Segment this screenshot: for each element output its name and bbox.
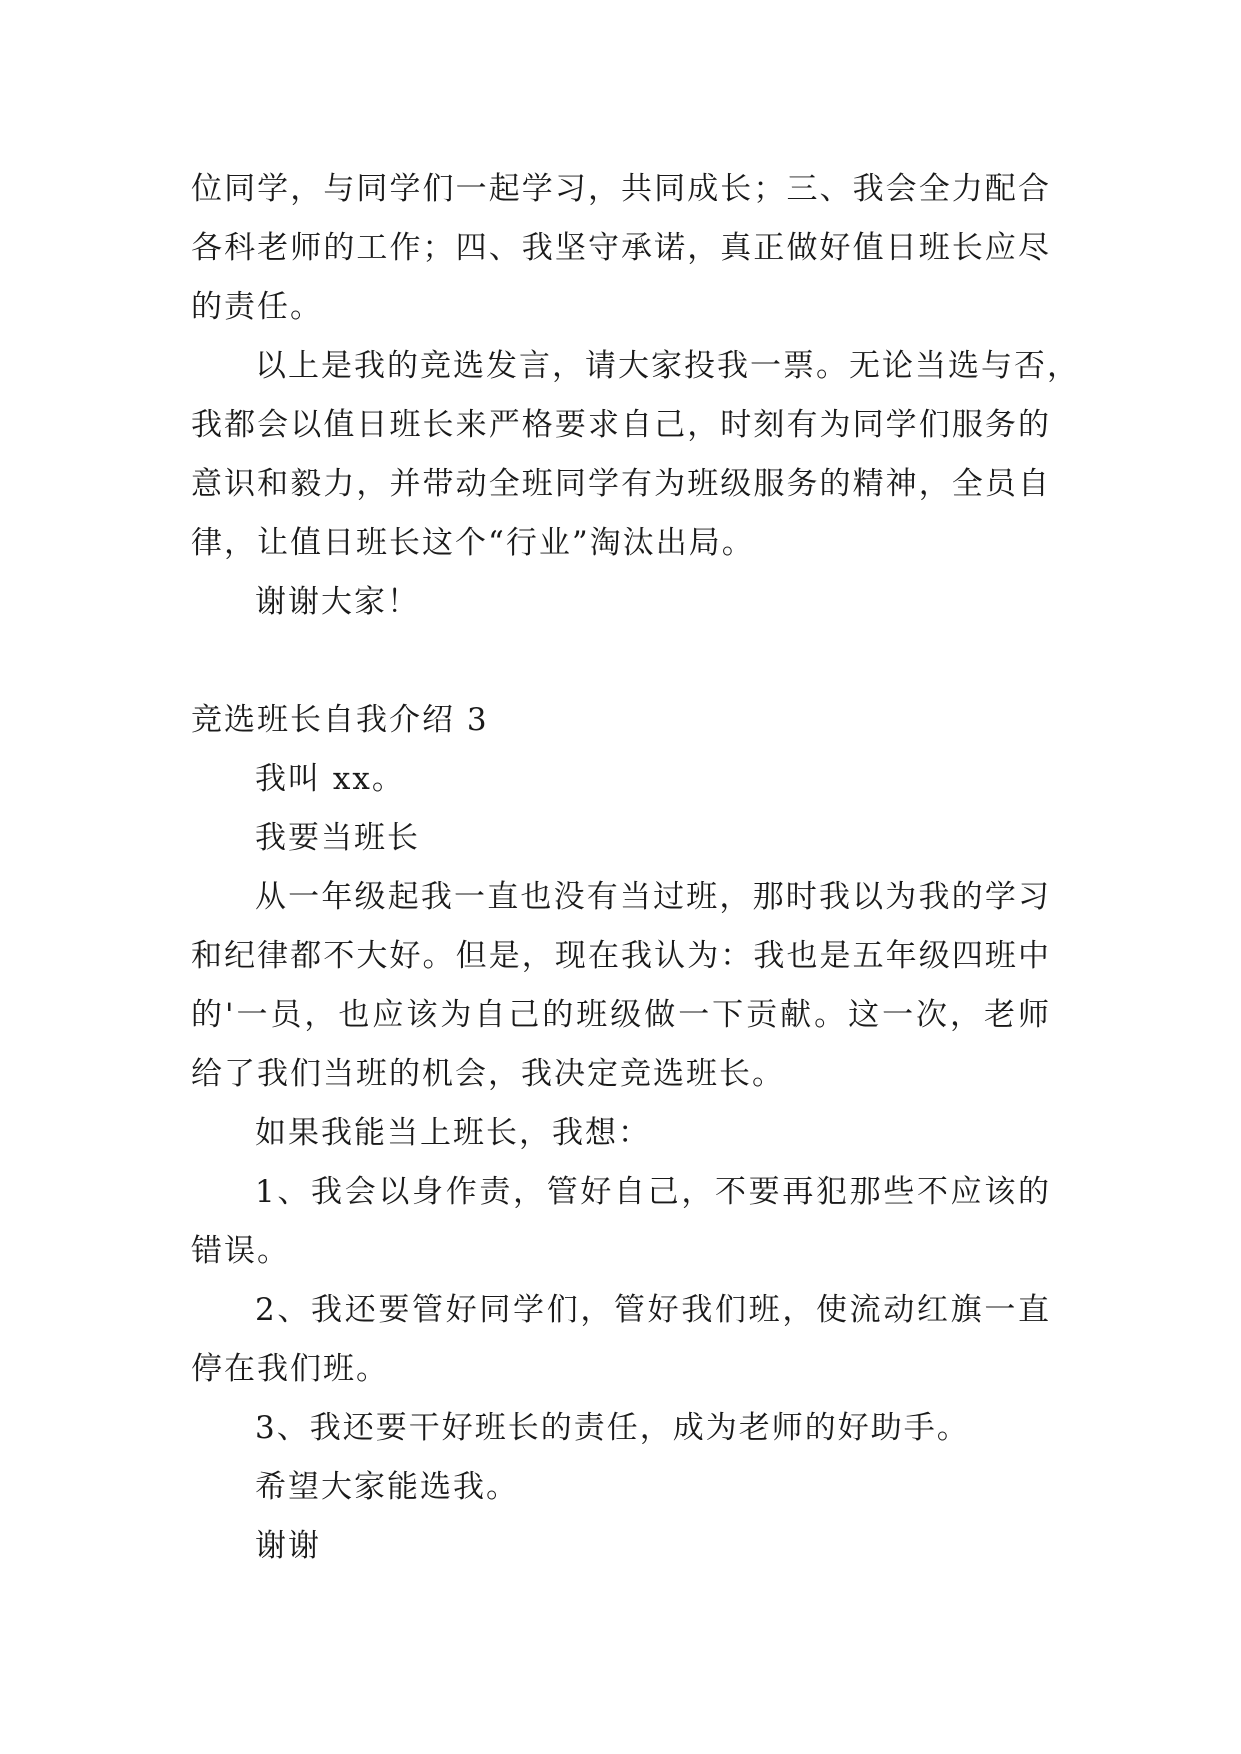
text-line: 我要当班长 — [255, 820, 420, 856]
text-line: 的'一员，也应该为自己的班级做一下贡献。这一次，老师 — [191, 997, 1051, 1033]
paragraph — [191, 750, 1051, 809]
paragraph — [191, 868, 1051, 1104]
document-body — [191, 160, 1080, 1576]
text-line: 位同学，与同学们一起学习，共同成长；三、我会全力配合 — [191, 171, 1051, 207]
paragraph — [191, 160, 1051, 337]
text-line: 和纪律都不大好。但是，现在我认为：我也是五年级四班中 — [191, 938, 1051, 974]
text-line: 1、我会以身作责，管好自己，不要再犯那些不应该的 — [255, 1174, 1051, 1210]
paragraph — [191, 1281, 1051, 1399]
paragraph — [191, 809, 1051, 868]
paragraph — [191, 1458, 1051, 1517]
text-line: 的责任。 — [191, 289, 323, 325]
blank-line — [191, 632, 1051, 691]
text-line: 谢谢 — [255, 1528, 321, 1564]
text-line: 从一年级起我一直也没有当过班，那时我以为我的学习 — [255, 879, 1051, 915]
text-line: 3、我还要干好班长的责任，成为老师的好助手。 — [255, 1410, 970, 1446]
text-line: 意识和毅力，并带动全班同学有为班级服务的精神，全员自 — [191, 466, 1051, 502]
text-line: 我都会以值日班长来严格要求自己，时刻有为同学们服务的 — [191, 407, 1051, 443]
text-line: 以上是我的竞选发言，请大家投我一票。无论当选与否， — [255, 348, 1080, 384]
text-line: 希望大家能选我。 — [255, 1469, 519, 1505]
text-line: 谢谢大家！ — [255, 584, 420, 620]
paragraph — [191, 1517, 1051, 1576]
paragraph — [191, 573, 1051, 632]
paragraph — [191, 1104, 1051, 1163]
text-line: 律，让值日班长这个“行业”淘汰出局。 — [191, 525, 755, 561]
paragraph — [191, 337, 1080, 573]
text-line: 如果我能当上班长，我想： — [255, 1115, 651, 1151]
section-title: 竞选班长自我介绍 3 — [191, 702, 489, 738]
text-line: 停在我们班。 — [191, 1351, 389, 1387]
text-line: 我叫 xx。 — [255, 761, 405, 797]
text-line: 给了我们当班的机会，我决定竞选班长。 — [191, 1056, 785, 1092]
paragraph — [191, 1399, 1051, 1458]
paragraph — [191, 1163, 1051, 1281]
text-line: 错误。 — [191, 1233, 290, 1269]
text-line: 各科老师的工作；四、我坚守承诺，真正做好值日班长应尽 — [191, 230, 1051, 266]
text-line: 2、我还要管好同学们，管好我们班，使流动红旗一直 — [255, 1292, 1051, 1328]
